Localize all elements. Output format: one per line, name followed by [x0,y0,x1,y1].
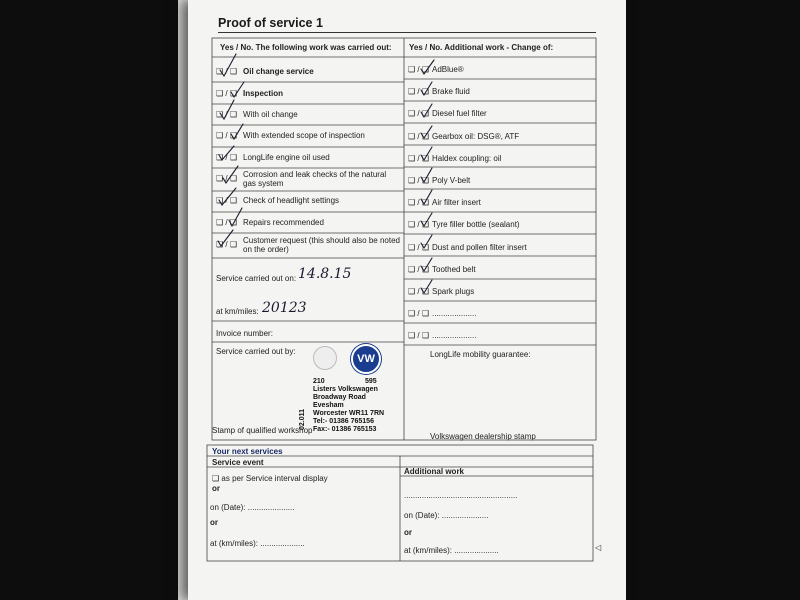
left-checkbox-pair: ❑ / ❑ [216,196,238,205]
right-checkbox-pair: ❑ / ❑ [408,309,430,319]
right-item-label: Brake fluid [432,87,470,97]
next-services-header: Your next services [212,447,283,456]
left-column-header: Yes / No. The following work was carried out: [220,43,392,52]
interval-option: ❑ as per Service interval display [212,474,328,483]
right-checkbox-pair: ❑ / ❑ [408,153,430,163]
page-title: Proof of service 1 [218,16,323,30]
right-checkbox-pair: ❑ / ❑ [408,131,430,141]
right-checkbox-pair: ❑ / ❑ [408,242,430,252]
next-date-field: on (Date): ..................... [210,503,295,512]
or-3: or [404,528,412,537]
dealer-address-line: Fax:- 01386 765153 [313,426,377,433]
or-1: or [212,484,220,493]
dealer-address-line: Tel:- 01386 765156 [313,418,374,425]
left-item-label: Corrosion and leak checks of the natural gas system [243,170,387,188]
right-checkbox-pair: ❑ / ❑ [408,264,430,274]
right-item-label: Spark plugs [432,287,475,296]
invoice-number-label: Invoice number: [216,329,273,338]
left-item-label: Customer request (this should also be noted on the order) [243,236,400,254]
right-checkbox-pair: ❑ / ❑ [408,287,430,296]
additional-work-dots: ................................................... [404,491,518,500]
dealer-side-text: 02.011 [299,408,306,430]
left-checkbox-pair: ❑ / ❑ [216,131,238,140]
right-item-label: Dust and pollen filter insert [432,242,527,252]
service-date-label: Service carried out on: [216,274,297,283]
right-checkbox-pair: ❑ / ❑ [408,87,430,97]
left-checkbox-pair: ❑ / ❑ [216,218,238,227]
left-checkbox-pair: ❑ / ❑ [216,174,238,183]
additional-km-field: at (km/miles): .................... [404,546,499,555]
right-item-label: Haldex coupling: oil [432,153,502,163]
right-item-label: Poly V-belt [432,176,471,185]
dealer-address-line: Listers Volkswagen [313,386,378,393]
vw-logo: VW [351,344,381,374]
left-item-label: Inspection [243,89,284,98]
left-checkbox-pair: ❑ / ❑ [216,153,238,162]
dealer-code-right: 595 [365,378,377,385]
left-item-label: Repairs recommended [243,218,324,227]
next-km-field: at (km/miles): .................... [210,539,305,548]
longlife-label: LongLife mobility guarantee: [430,350,531,359]
right-checkbox-pair: ❑ / ❑ [408,198,430,208]
right-checkbox-pair: ❑ / ❑ [408,109,430,119]
right-checkbox-pair: ❑ / ❑ [408,331,430,341]
vw-logo-faint [313,346,337,370]
additional-date-field: on (Date): ..................... [404,511,489,520]
additional-work-header: Additional work [404,467,464,476]
right-item-label: AdBlue® [432,65,464,74]
left-item-label: LongLife engine oil used [243,153,330,162]
vw-stamp-label: Volkswagen dealership stamp [430,432,536,441]
left-checkbox-pair: ❑ / ❑ [216,89,238,98]
service-date-handwritten: 14.8.15 [298,266,352,282]
right-item-label: Toothed belt [432,264,476,274]
left-checkbox-pair: ❑ / ❑ [216,67,238,76]
right-column-header: Yes / No. Additional work - Change of: [409,43,554,52]
right-item-label: Air filter insert [432,198,481,208]
dealer-code-left: 210 [313,378,325,385]
dealer-address-line: Worcester WR11 7RN [313,410,385,417]
right-item-label: Diesel fuel filter [432,109,487,119]
left-checkbox-pair: ❑ / ❑ [216,110,238,119]
right-checkbox-pair: ❑ / ❑ [408,176,430,185]
left-item-label: With extended scope of inspection [243,131,365,140]
right-item-label: Tyre filler bottle (sealant) [432,220,520,230]
dealer-address [313,386,384,434]
left-checkbox-pair: ❑ / ❑ [216,240,238,249]
left-item-label: Oil change service [243,67,314,76]
km-handwritten: 20123 [262,300,307,316]
service-by-label: Service carried out by: [216,347,296,356]
right-item-label: .................... [432,309,477,319]
right-checkbox-pair: ❑ / ❑ [408,220,430,230]
stamp-label: Stamp of qualified workshop [212,426,313,435]
left-item-label: Check of headlight settings [243,196,340,205]
or-2: or [210,518,218,527]
right-item-label: Gearbox oil: DSG®, ATF [432,131,520,141]
right-item-label: .................... [432,331,477,341]
page-marker-icon: ◁ [595,543,602,552]
right-checkbox-pair: ❑ / ❑ [408,65,430,74]
left-item-label: With oil change [243,110,298,119]
dealer-address-line: Broadway Road [313,394,366,401]
km-label: at km/miles: [216,307,259,316]
service-event-header: Service event [212,458,264,467]
dealer-address-line: Evesham [313,402,344,409]
